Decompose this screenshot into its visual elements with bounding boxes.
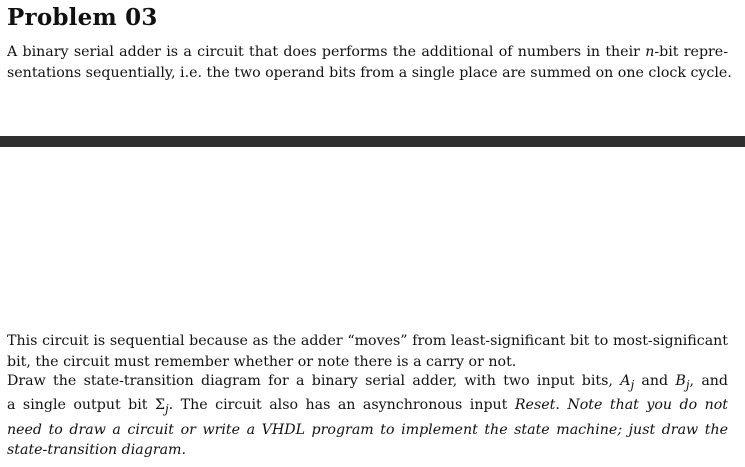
variable-a: A xyxy=(620,373,631,389)
task-line-2-mid: . The circuit also has an asynchronous input xyxy=(168,397,515,414)
task-line-1 xyxy=(7,371,728,395)
section-divider-bar xyxy=(0,136,745,147)
explanation-line-1: This circuit is sequential because as the adder “moves” from least-significant bit to most-significant xyxy=(7,333,728,349)
reset-input-name: Reset xyxy=(514,397,556,414)
task-paragraph xyxy=(7,371,728,461)
note-text-start: Note that you do not xyxy=(567,397,729,414)
task-line-4: state-transition diagram. xyxy=(7,442,187,459)
intro-line-2: sentations sequentially, i.e. the two operand bits from a single place are summed on one clock cycle. xyxy=(7,64,732,81)
task-line-2-text: a single output bit xyxy=(7,397,155,414)
variable-b: B xyxy=(675,373,686,389)
task-line-1-text: Draw the state-transition diagram for a binary serial adder, with two input bits, xyxy=(7,373,621,389)
task-line-3: need to draw a circuit or write a VHDL program to implement the state machine; just draw the xyxy=(7,421,728,438)
subscript-j-b: j xyxy=(685,377,690,392)
task-line-2-period: . xyxy=(555,397,568,414)
task-line-2 xyxy=(7,395,728,419)
task-line-1-end: , and xyxy=(689,373,728,389)
intro-line-1 xyxy=(7,42,728,63)
sigma-symbol: Σ xyxy=(154,397,165,414)
explanation-line-2: bit, the circuit must remember whether or note there is a carry or not. xyxy=(7,353,517,370)
explanation-paragraph xyxy=(7,331,728,372)
variable-n: n xyxy=(645,44,655,60)
intro-line-1-end: -bit repre- xyxy=(654,44,728,60)
problem-title: Problem 03 xyxy=(7,4,158,31)
intro-line-1-text: A binary serial adder is a circuit that does performs the additional of numbers in their xyxy=(7,44,646,60)
intro-paragraph xyxy=(7,42,732,83)
task-line-1-and: and xyxy=(634,373,676,389)
subscript-j-sigma: j xyxy=(165,402,169,417)
subscript-j-a: j xyxy=(630,377,635,392)
